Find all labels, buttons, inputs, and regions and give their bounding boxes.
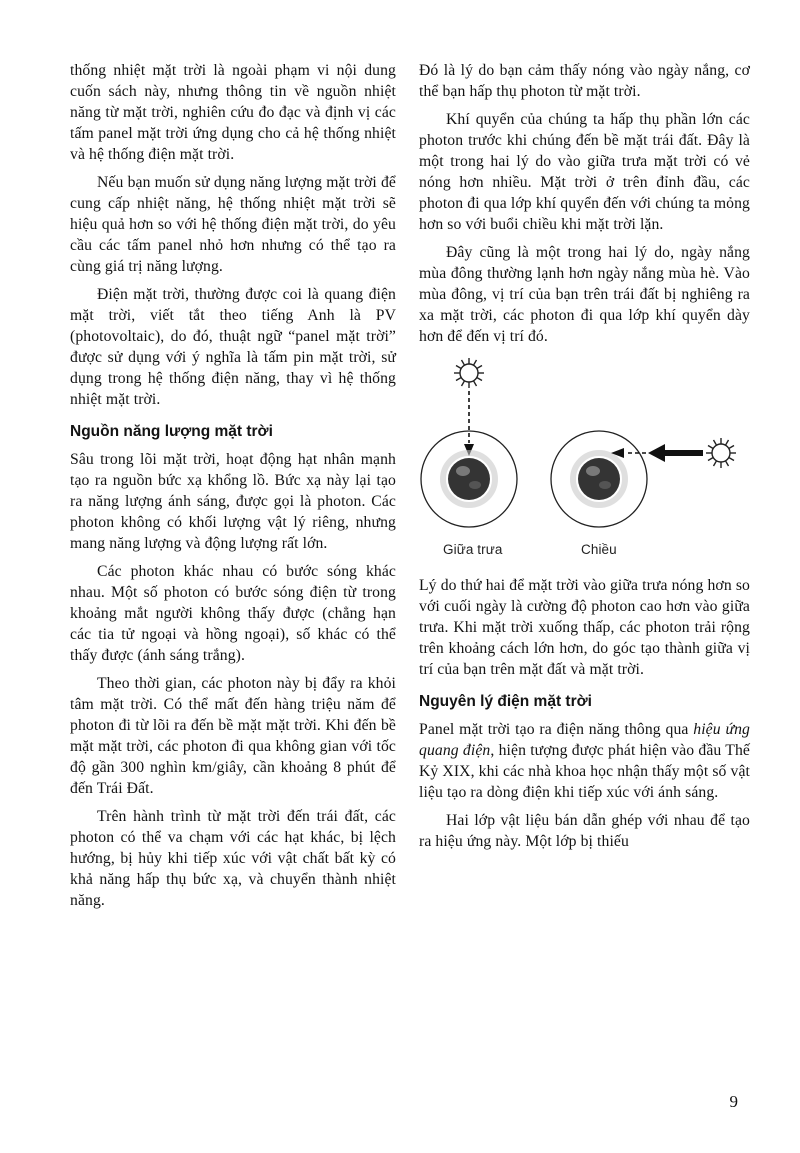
- afternoon-diagram: [551, 431, 736, 527]
- paragraph: [419, 719, 750, 803]
- paragraph-text: Panel mặt trời tạo ra điện năng thông qua: [419, 721, 694, 738]
- two-column-layout: [70, 60, 750, 918]
- section-heading-solar-energy-source: Nguồn năng lượng mặt trời: [70, 423, 273, 440]
- caption-afternoon: Chiều: [581, 542, 617, 557]
- right-column: [419, 60, 750, 918]
- paragraph: Nếu bạn muốn sử dụng năng lượng mặt trời để cung cấp nhiệt năng, hệ thống nhiệt mặt trời sẽ hiệu quả hơn so với hệ thống điện mặt trời, do yêu cầu các tấm panel nhỏ hơn nhưng có thể tạo ra cùng giá trị năng lượng.: [70, 174, 396, 275]
- section-heading-pv-principle: Nguyên lý điện mặt trời: [419, 693, 592, 710]
- paragraph: thống nhiệt mặt trời là ngoài phạm vi nội dung cuốn sách này, nhưng thông tin về nguồn nhiệt năng từ mặt trời, nghiên cứu đo đạc và định vị các tấm panel mặt trời ứng dụng cho cả hệ thống nhiệt và hệ thống điện mặt trời.: [70, 62, 396, 163]
- figure-captions: [419, 539, 750, 559]
- paragraph: Hai lớp vật liệu bán dẫn ghép với nhau để tạo ra hiệu ứng này. Một lớp bị thiếu: [419, 812, 750, 850]
- sun-position-diagram: [419, 355, 750, 539]
- sun-position-figure: [419, 355, 750, 563]
- earth-sphere: [448, 458, 490, 500]
- sun-icon: [706, 438, 736, 468]
- paragraph: Sâu trong lõi mặt trời, hoạt động hạt nhân mạnh tạo ra nguồn bức xạ khổng lồ. Bức xạ này lại tạo ra năng lượng ánh sáng, được gọi là photon. Các photon không có khối lượng vật lý riêng, nhưng mang năng lượng và động lượng rất lớn.: [70, 451, 396, 552]
- paragraph: Đây cũng là một trong hai lý do, ngày nắng mùa đông thường lạnh hơn ngày nắng mùa hè. Vào mùa đông, vị trí của bạn trên trái đất bị nghiêng ra xa mặt trời, các photon đi qua lớp khí quyển dày hơn để đến vị trí đó.: [419, 244, 750, 345]
- solid-arrowhead-left-icon: [648, 444, 665, 462]
- sun-icon: [454, 358, 484, 388]
- paragraph: Đó là lý do bạn cảm thấy nóng vào ngày nắng, cơ thể bạn hấp thụ photon từ mặt trời.: [419, 62, 750, 100]
- solid-arrow-shaft: [665, 450, 703, 456]
- paragraph: Các photon khác nhau có bước sóng khác nhau. Một số photon có bước sóng điện từ trong khoảng mắt người không thấy được (chẳng hạn các tia tử ngoại và hồng ngoại), số khác có thể thấy được (ánh sáng trắng).: [70, 563, 396, 664]
- noon-diagram: [421, 358, 517, 527]
- left-column: [70, 60, 396, 918]
- caption-noon: Giữa trưa: [443, 542, 503, 557]
- paragraph: Khí quyển của chúng ta hấp thụ phần lớn các photon trước khi chúng đến bề mặt trái đất. Đây là một trong hai lý do vào giữa trưa mặt trời có vẻ nóng hơn nhiều. Mặt trời ở trên đỉnh đầu, các photon đi qua lớp khí quyển đến với chúng ta mỏng hơn so với buổi chiều khi mặt trời lặn.: [419, 111, 750, 233]
- earth-sphere: [578, 458, 620, 500]
- paragraph: Lý do thứ hai để mặt trời vào giữa trưa nóng hơn so với cuối ngày là cường độ photon cao hơn vào giữa trưa. Khi mặt trời xuống thấp, các photon trải rộng trên khoảng cách lớn hơn, do góc tạo thành giữa vị trí của bạn trên mặt đất và mặt trời.: [419, 577, 750, 678]
- photoelectric-effect-term: hiệu ứng quang điện: [419, 721, 750, 759]
- paragraph: Theo thời gian, các photon này bị đẩy ra khỏi tâm mặt trời. Có thể mất đến hàng triệu năm để photon đi từ lõi ra đến bề mặt mặt trời. Khi đến bề mặt mặt trời, các photon đi qua không gian với tốc độ gần 300 nghìn km/giây, cần khoảng 8 phút để đến Trái Đất.: [70, 675, 396, 797]
- paragraph: Trên hành trình từ mặt trời đến trái đất, các photon có thể va chạm với các hạt khác, bị lệch hướng, bị hủy khi tiếp xúc với vật chất bất kỳ có khả năng hấp thụ bức xạ, và chuyển thành nhiệt năng.: [70, 808, 396, 909]
- paragraph-text: , hiện tượng được phát hiện vào đầu Thế Kỷ XIX, khi các nhà khoa học nhận thấy một số vật liệu tạo ra dòng điện khi tiếp xúc với ánh sáng.: [419, 742, 750, 801]
- page-number: 9: [729, 1092, 738, 1111]
- paragraph: Điện mặt trời, thường được coi là quang điện mặt trời, viết tắt theo tiếng Anh là PV (photovoltaic), do đó, thuật ngữ “panel mặt trời” được sử dụng với ý nghĩa là tấm pin mặt trời, sử dụng trong hệ thống điện năng, thay vì hệ thống nhiệt mặt trời.: [70, 286, 396, 408]
